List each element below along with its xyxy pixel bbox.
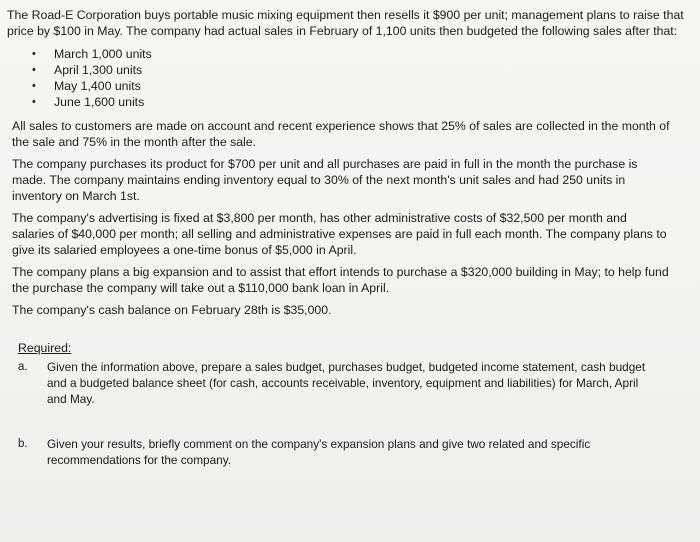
item-text: Given the information above, prepare a sales budget, purchases budget, budgeted income statement, cash budget and a budgeted balance sheet (for cash, accounts receivable, inventory, equipment and liabilities) for March, April and May. [47,360,646,406]
required-item-b [4,436,647,468]
expansion-paragraph: The company plans a big expansion and to assist that effort intends to purchase a $320,000 building in May; to help fund the purchase the company will take out a $110,000 bank loan in April. [12,265,669,295]
list-item-text: April 1,300 units [54,63,143,77]
cash-balance-paragraph: The company's cash balance on February 28th is $35,000. [12,303,332,317]
list-item [32,62,694,78]
intro-paragraph: The Road-E Corporation buys portable music mixing equipment then resells it $900 per unit; management plans to raise that price by $100 in May. The company had actual sales in February of 1,100 units then budgeted the following sales after that: [7,8,684,38]
item-marker: a. [18,361,28,373]
list-item [32,78,694,94]
required-heading: Required: [18,341,72,355]
bullet: • [32,80,36,92]
item-text: Given your results, briefly comment on the company's expansion plans and give two related and specific recommendations for the company. [47,437,591,467]
problem-document [4,7,694,468]
list-item-text: May 1,400 units [54,79,141,93]
purchases-paragraph: The company purchases its product for $700 per unit and all purchases are paid in full in the month the purchase is made. The company maintains ending inventory equal to 30% of the next month's unit sales and had 250 units in inventory on March 1st. [12,157,638,203]
bullet: • [32,96,36,108]
expenses-paragraph: The company's advertising is fixed at $3,800 per month, has other administrative costs of $32,500 per month and salaries of $40,000 per month; all selling and administrative expenses are paid in full each month. The company plans to give its salaried employees a one-time bonus of $5,000 in April. [12,211,667,257]
list-item [32,46,694,62]
list-item [32,94,694,110]
bullet: • [32,48,36,60]
required-item-a [4,359,647,407]
bullet: • [32,64,36,76]
collections-paragraph: All sales to customers are made on account and recent experience shows that 25% of sales are collected in the month of the sale and 75% in the month after the sale. [12,119,670,149]
item-marker: b. [18,438,28,450]
sales-budget-list [4,46,694,110]
list-item-text: March 1,000 units [54,47,152,61]
list-item-text: June 1,600 units [54,95,145,109]
